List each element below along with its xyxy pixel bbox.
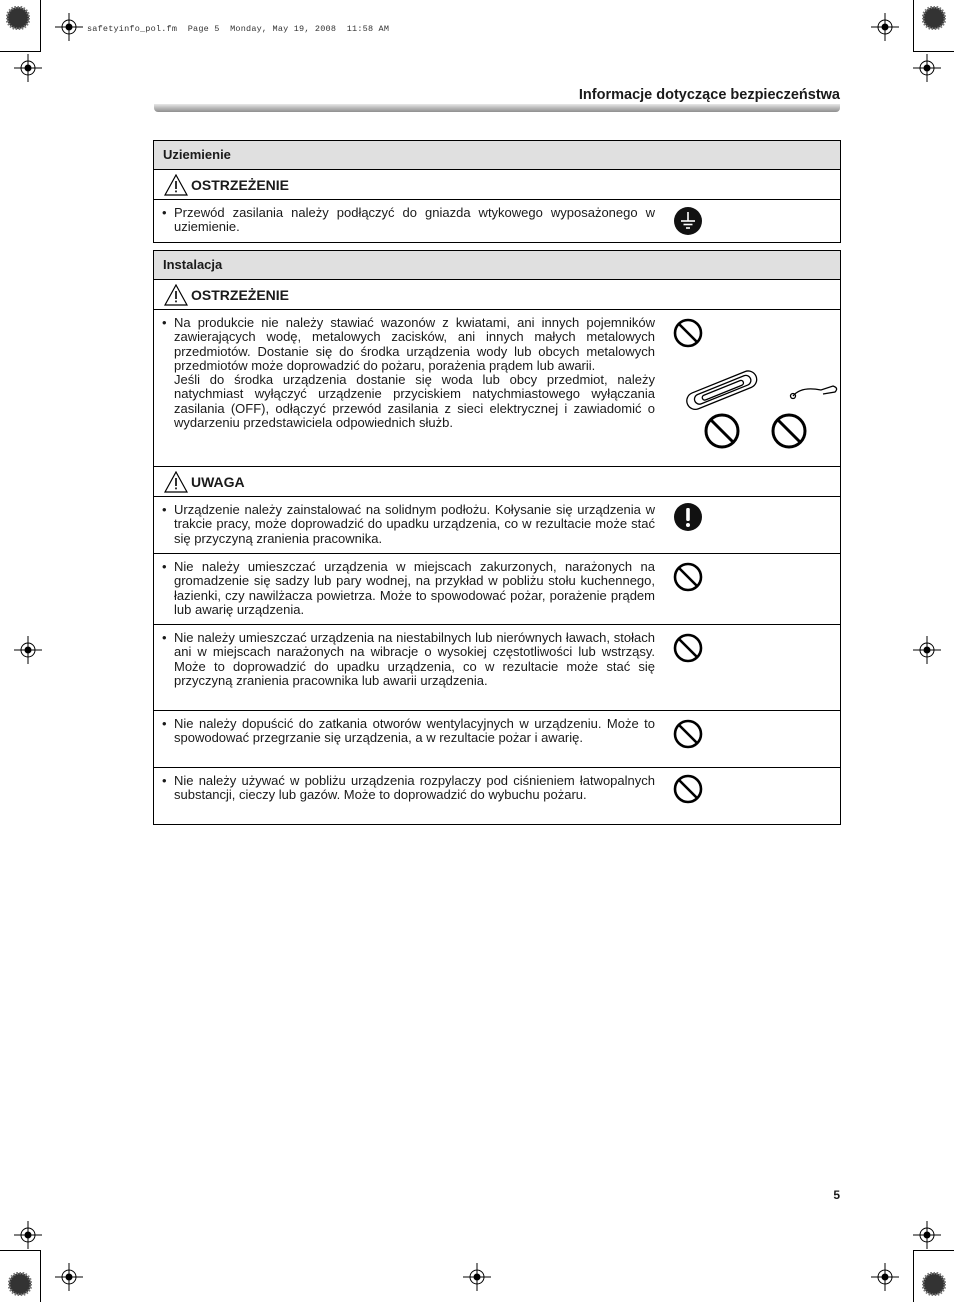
title-rule bbox=[154, 104, 840, 112]
warning-triangle-icon bbox=[164, 174, 188, 196]
crop-mark bbox=[913, 1250, 954, 1251]
item-paragraph: Jeśli do środka urządzenia dostanie się woda lub obcy przedmiot, należy natychmiast wyłączyć urządzenie przyciskiem natychmiastowego wyłączania zasilania (OFF), odłączyć przewód zasilania z sieci elektrycznej i zawiadomić o wydarzeniu przedstawiciela odpowiednich służb. bbox=[174, 372, 655, 431]
prohibition-icon bbox=[673, 719, 703, 749]
registration-target-icon bbox=[55, 13, 83, 41]
list-item bbox=[154, 711, 840, 768]
item-paragraph: Na produkcie nie należy stawiać wazonów z kwiatami, ani innych pojemników zawierających wodę, metalowych zacisków, ani innych małych metalowych przedmiotów. Dostanie się do środka urządzenia wody lub obcych metalowych przedmiotów może doprowadzić do pożaru, porażenia prądem lub awarii. bbox=[174, 315, 655, 373]
crop-mark bbox=[0, 51, 41, 52]
starburst-target-icon bbox=[922, 6, 946, 30]
icon-cell bbox=[655, 497, 840, 553]
item-text: • Nie należy umieszczać urządzenia w miejscach zakurzonych, narażonych na gromadzenie się sadzy lub pary wodnej, na przykład w pobliżu stołu kuchennego, łazienki, czy nawilżacza powietrza. Może to spowodować pożar, porażenie prądem lub awarię urządzenia. bbox=[154, 554, 655, 624]
ground-icon bbox=[673, 206, 703, 236]
item-text bbox=[154, 310, 655, 466]
crop-mark bbox=[0, 1250, 41, 1251]
paper-clip-icon bbox=[681, 366, 841, 416]
warning-header bbox=[154, 280, 840, 310]
exclamation-icon bbox=[673, 502, 703, 532]
icon-cell bbox=[655, 711, 840, 767]
registration-target-icon bbox=[871, 1263, 899, 1291]
item-text: • Nie należy dopuścić do zatkania otworów wentylacyjnych w urządzeniu. Może to spowodować przegrzanie się urządzenia, a w rezultacie pożar i awarię. bbox=[154, 711, 655, 767]
list-item bbox=[154, 625, 840, 711]
prohibition-icon bbox=[673, 562, 703, 592]
crop-mark bbox=[913, 1250, 914, 1302]
section-title: Instalacja bbox=[154, 251, 840, 280]
page-number: 5 bbox=[833, 1188, 840, 1202]
crop-mark bbox=[913, 0, 914, 52]
registration-target-icon bbox=[55, 1263, 83, 1291]
registration-target-icon bbox=[913, 1221, 941, 1249]
crop-mark bbox=[913, 51, 954, 52]
registration-target-icon bbox=[14, 636, 42, 664]
registration-target-icon bbox=[14, 1221, 42, 1249]
section-grounding bbox=[153, 140, 841, 243]
section-title: Uziemienie bbox=[154, 141, 840, 170]
prohibition-icon bbox=[673, 633, 703, 663]
registration-target-icon bbox=[871, 13, 899, 41]
section-installation bbox=[153, 250, 841, 825]
starburst-target-icon bbox=[8, 1272, 32, 1296]
icon-cell bbox=[655, 625, 840, 710]
caution-header bbox=[154, 467, 840, 497]
icon-cell bbox=[655, 310, 840, 466]
list-item bbox=[154, 310, 840, 467]
list-item bbox=[154, 554, 840, 625]
list-item bbox=[154, 497, 840, 554]
starburst-target-icon bbox=[922, 1272, 946, 1296]
warning-label: OSTRZEŻENIE bbox=[191, 176, 290, 193]
warning-triangle-icon bbox=[164, 471, 188, 493]
item-text: • Nie należy umieszczać urządzenia na niestabilnych lub nierównych ławach, stołach ani w miejscach narażonych na wibracje o wysokiej częstotliwości lub wstrząsy. Może to doprowadzić do upadku urządzenia, co w rezultacie może stać się przyczyną zranienia pracownika lub awarii urządzenia. bbox=[154, 625, 655, 710]
icon-cell bbox=[655, 200, 840, 242]
warning-header bbox=[154, 170, 840, 200]
prohibition-icon bbox=[770, 412, 808, 450]
prohibition-icon bbox=[673, 774, 703, 804]
registration-target-icon bbox=[913, 636, 941, 664]
item-text: • Nie należy używać w pobliżu urządzenia rozpylaczy pod ciśnieniem łatwopalnych substancji, cieczy lub gazów. Może to doprowadzić do wybuchu pożaru. bbox=[154, 768, 655, 824]
item-text: • Urządzenie należy zainstalować na solidnym podłożu. Kołysanie się urządzenia w trakcie pracy, może doprowadzić do upadku urządzenia, co w rezultacie może stać się przyczyną zranienia pracownika. bbox=[154, 497, 655, 553]
registration-target-icon bbox=[913, 54, 941, 82]
caution-label: UWAGA bbox=[191, 473, 245, 490]
list-item bbox=[154, 200, 840, 242]
running-title: Informacje dotyczące bezpieczeństwa bbox=[578, 87, 840, 103]
icon-cell bbox=[655, 554, 840, 624]
list-item bbox=[154, 768, 840, 824]
prohibition-icon bbox=[673, 318, 703, 348]
starburst-target-icon bbox=[6, 6, 30, 30]
crop-mark bbox=[40, 1250, 41, 1302]
file-header: safetyinfo_pol.fm Page 5 Monday, May 19, 2008 11:58 AM bbox=[87, 24, 390, 34]
crop-mark bbox=[40, 0, 41, 52]
prohibition-icon bbox=[703, 412, 741, 450]
icon-cell bbox=[655, 768, 840, 824]
registration-target-icon bbox=[463, 1263, 491, 1291]
item-text: • Przewód zasilania należy podłączyć do gniazda wtykowego wyposażonego w uziemienie. bbox=[154, 200, 655, 242]
registration-target-icon bbox=[14, 54, 42, 82]
warning-label: OSTRZEŻENIE bbox=[191, 286, 290, 303]
warning-triangle-icon bbox=[164, 284, 188, 306]
